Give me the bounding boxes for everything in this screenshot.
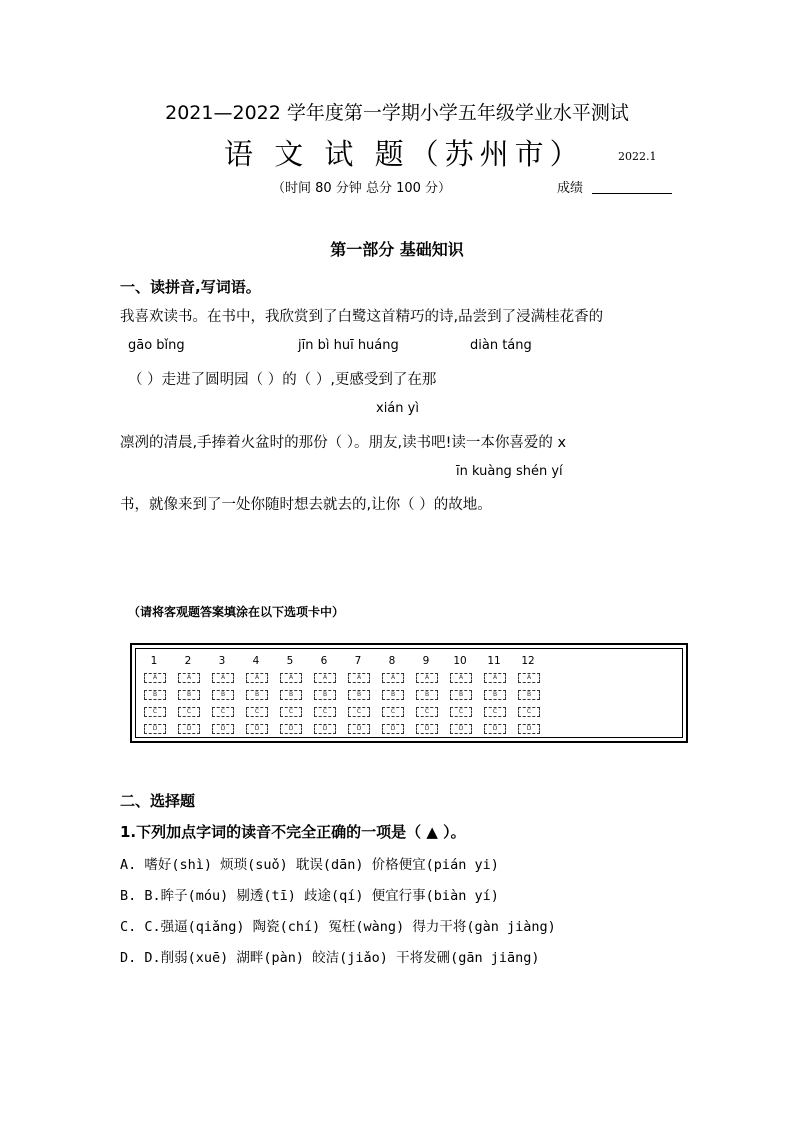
answer-bubble-11-B[interactable]: B (484, 690, 506, 700)
answer-bubble-4-A[interactable]: A (246, 673, 268, 683)
answer-bubble-5-C[interactable]: C (280, 707, 302, 717)
score-label: 成绩 (557, 181, 584, 196)
question-1: 1.下列加点字词的读音不完全正确的一项是（ ▲ ）。 (120, 823, 466, 841)
answer-card-number-9: 9 (422, 655, 430, 667)
answer-bubble-10-A[interactable]: A (450, 673, 472, 683)
answer-bubble-3-B[interactable]: B (212, 690, 234, 700)
passage-line-4: 书，就像来到了一处你随时想去就去的,让你（ ）的故地。 (120, 497, 492, 513)
answer-bubble-9-C[interactable]: C (416, 707, 438, 717)
answer-card-number-7: 7 (354, 655, 362, 667)
answer-bubble-10-B[interactable]: B (450, 690, 472, 700)
answer-bubble-4-C[interactable]: C (246, 707, 268, 717)
pinyin-gaobing: gāo bǐng (128, 338, 185, 353)
option-b: B. B.眸子(móu) 剔透(tī) 歧途(qí) 便宜行事(biàn yí) (120, 888, 499, 904)
pinyin-xianyi: xián yì (376, 401, 419, 416)
passage-line-2: （ ）走进了圆明园（ ）的（ ）,更感受到了在那 (128, 372, 437, 388)
answer-card-number-1: 1 (150, 655, 158, 667)
answer-bubble-1-C[interactable]: C (144, 707, 166, 717)
answer-bubble-7-D[interactable]: D (348, 724, 370, 734)
answer-card-inner (135, 648, 683, 738)
answer-bubble-9-D[interactable]: D (416, 724, 438, 734)
answer-bubble-7-A[interactable]: A (348, 673, 370, 683)
part1-title: 第一部分 基础知识 (330, 240, 464, 259)
answer-card-number-2: 2 (184, 655, 192, 667)
answer-bubble-6-B[interactable]: B (314, 690, 336, 700)
answer-bubble-7-C[interactable]: C (348, 707, 370, 717)
option-a: A. 嗜好(shì) 烦琐(suǒ) 耽误(dān) 价格便宜(pián yi) (120, 857, 499, 873)
answer-bubble-1-A[interactable]: A (144, 673, 166, 683)
answer-bubble-5-D[interactable]: D (280, 724, 302, 734)
answer-bubble-6-C[interactable]: C (314, 707, 336, 717)
answer-bubble-9-A[interactable]: A (416, 673, 438, 683)
answer-bubble-4-D[interactable]: D (246, 724, 268, 734)
answer-card-number-5: 5 (286, 655, 294, 667)
answer-bubble-2-B[interactable]: B (178, 690, 200, 700)
answer-bubble-5-B[interactable]: B (280, 690, 302, 700)
answer-bubble-12-B[interactable]: B (518, 690, 540, 700)
answer-card (130, 643, 688, 743)
exam-date: 2022.1 (618, 150, 657, 163)
passage-line-3: 凛冽的清晨,手捧着火盆时的那份（ ）。朋友,读书吧!读一本你喜爱的 x (120, 435, 567, 451)
score-blank[interactable] (592, 193, 672, 194)
option-d: D. D.削弱(xuē) 湖畔(pàn) 皎洁(jiǎo) 干将发硎(gān jiāng) (120, 950, 540, 966)
answer-card-number-3: 3 (218, 655, 226, 667)
answer-bubble-8-B[interactable]: B (382, 690, 404, 700)
answer-bubble-12-D[interactable]: D (518, 724, 540, 734)
answer-bubble-12-C[interactable]: C (518, 707, 540, 717)
answer-bubble-10-D[interactable]: D (450, 724, 472, 734)
pinyin-diantang: diàn táng (470, 338, 532, 353)
answer-card-number-12: 12 (521, 655, 535, 667)
answer-bubble-6-A[interactable]: A (314, 673, 336, 683)
exam-title: 2021—2022 学年度第一学期小学五年级学业水平测试 (165, 102, 629, 124)
pinyin-xinkuangshenyi: īn kuàng shén yí (456, 464, 563, 479)
answer-bubble-11-A[interactable]: A (484, 673, 506, 683)
section2-title: 二、选择题 (120, 792, 196, 810)
answer-bubble-10-C[interactable]: C (450, 707, 472, 717)
answer-bubble-1-B[interactable]: B (144, 690, 166, 700)
answer-bubble-8-A[interactable]: A (382, 673, 404, 683)
answer-card-number-6: 6 (320, 655, 328, 667)
exam-info: （时间 80 分钟 总分 100 分） (272, 181, 452, 196)
answer-card-label: （请将客观题答案填涂在以下选项卡中） (128, 605, 345, 619)
answer-card-number-10: 10 (453, 655, 467, 667)
answer-bubble-3-A[interactable]: A (212, 673, 234, 683)
answer-bubble-5-A[interactable]: A (280, 673, 302, 683)
answer-card-number-4: 4 (252, 655, 260, 667)
answer-card-number-8: 8 (388, 655, 396, 667)
answer-bubble-11-C[interactable]: C (484, 707, 506, 717)
answer-bubble-12-A[interactable]: A (518, 673, 540, 683)
answer-bubble-1-D[interactable]: D (144, 724, 166, 734)
option-c: C. C.强逼(qiǎng) 陶瓷(chí) 冤枉(wàng) 得力干将(gàn jiàng) (120, 919, 556, 935)
answer-bubble-4-B[interactable]: B (246, 690, 268, 700)
passage-line-1: 我喜欢读书。在书中，我欣赏到了白鹭这首精巧的诗,品尝到了浸满桂花香的 (120, 309, 604, 325)
subject-title: 语 文 试 题（苏州市） (224, 137, 585, 171)
answer-card-number-11: 11 (487, 655, 501, 667)
answer-bubble-11-D[interactable]: D (484, 724, 506, 734)
answer-bubble-9-B[interactable]: B (416, 690, 438, 700)
answer-bubble-3-C[interactable]: C (212, 707, 234, 717)
answer-bubble-6-D[interactable]: D (314, 724, 336, 734)
answer-bubble-2-A[interactable]: A (178, 673, 200, 683)
answer-bubble-7-B[interactable]: B (348, 690, 370, 700)
section1-title: 一、读拼音,写词语。 (120, 278, 261, 296)
pinyin-jinbihuihuang: jīn bì huī huáng (298, 338, 399, 353)
answer-bubble-2-C[interactable]: C (178, 707, 200, 717)
answer-bubble-8-C[interactable]: C (382, 707, 404, 717)
answer-bubble-8-D[interactable]: D (382, 724, 404, 734)
answer-bubble-3-D[interactable]: D (212, 724, 234, 734)
answer-bubble-2-D[interactable]: D (178, 724, 200, 734)
